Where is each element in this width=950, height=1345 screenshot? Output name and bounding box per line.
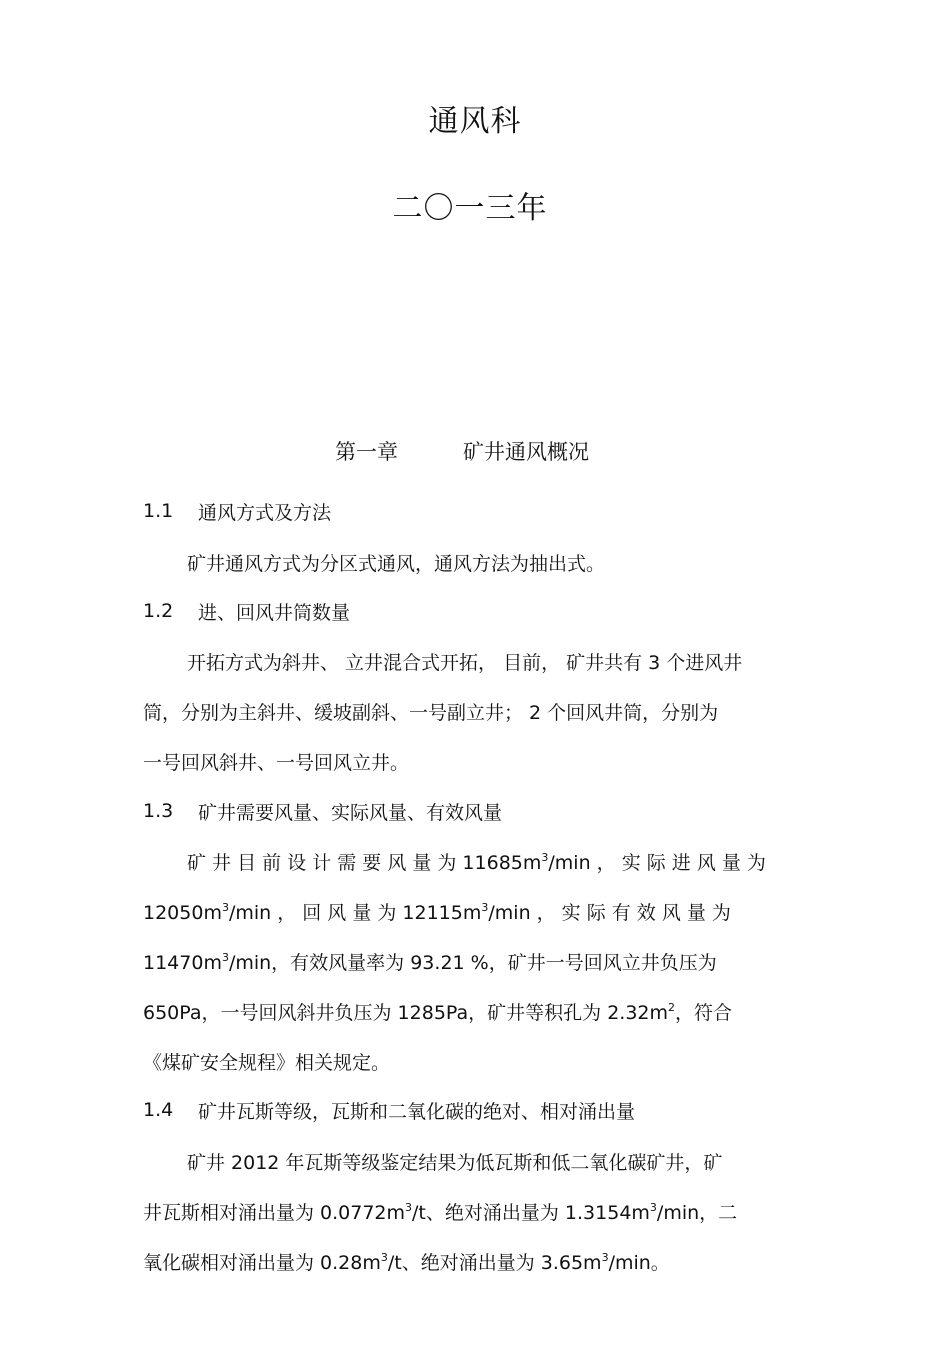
year-title: 二〇一三年 bbox=[392, 191, 548, 226]
text-run: 650Pa，一号回风斜井负压为 1285Pa，矿井等积孔为 2.32m bbox=[143, 1002, 669, 1024]
paragraph-line bbox=[187, 848, 766, 875]
superscript: 3 bbox=[380, 1251, 388, 1264]
section-title: 矿井需要风量、实际风量、有效风量 bbox=[198, 802, 503, 824]
paragraph-line bbox=[143, 1248, 670, 1275]
section-title: 矿井瓦斯等级，瓦斯和二氧化碳的绝对、相对涌出量 bbox=[198, 1101, 636, 1123]
text-run: ，符合 bbox=[675, 1002, 733, 1024]
text-run: 12050m bbox=[143, 902, 222, 924]
text-run: /t、绝对涌出量为 1.3154m bbox=[412, 1202, 650, 1224]
section-title: 进、回风井筒数量 bbox=[198, 602, 351, 624]
section-number: 1.2 bbox=[143, 600, 174, 622]
superscript: 3 bbox=[541, 851, 549, 864]
paragraph-line bbox=[143, 948, 717, 975]
superscript: 2 bbox=[668, 1001, 676, 1014]
text-run: /t、绝对涌出量为 3.65m bbox=[387, 1252, 602, 1274]
section-title: 通风方式及方法 bbox=[198, 502, 332, 524]
superscript: 3 bbox=[481, 901, 489, 914]
section-number: 1.3 bbox=[143, 800, 174, 822]
text-run: /min，二 bbox=[656, 1202, 738, 1224]
superscript: 3 bbox=[405, 1201, 413, 1214]
superscript: 3 bbox=[221, 901, 229, 914]
paragraph-line: 矿井通风方式为分区式通风，通风方法为抽出式。 bbox=[187, 553, 606, 575]
paragraph-line: 开拓方式为斜井、 立井混合式开拓， 目前， 矿井共有 3 个进风井 bbox=[187, 652, 743, 674]
section-number: 1.1 bbox=[143, 500, 174, 522]
department-title: 通风科 bbox=[428, 104, 522, 139]
paragraph-line bbox=[143, 1198, 737, 1225]
superscript: 3 bbox=[601, 1251, 609, 1264]
text-run: 11470m bbox=[143, 952, 222, 974]
text-run: 矿 井 目 前 设 计 需 要 风 量 为 11685m bbox=[187, 852, 542, 874]
text-run: /min，有效风量率为 93.21 %，矿井一号回风立井负压为 bbox=[228, 952, 717, 974]
text-run: /min ， 实 际 有 效 风 量 为 bbox=[488, 902, 731, 924]
paragraph-line bbox=[143, 898, 731, 925]
superscript: 3 bbox=[649, 1201, 657, 1214]
text-run: 氧化碳相对涌出量为 0.28m bbox=[143, 1252, 381, 1274]
paragraph-line: 筒，分别为主斜井、缓坡副斜、一号副立井； 2 个回风井筒，分别为 bbox=[143, 702, 719, 724]
superscript: 3 bbox=[221, 951, 229, 964]
paragraph-line: 一号回风斜井、一号回风立井。 bbox=[143, 752, 410, 774]
paragraph-line: 矿井 2012 年瓦斯等级鉴定结果为低瓦斯和低二氧化碳矿井，矿 bbox=[187, 1152, 723, 1174]
chapter-title: 矿井通风概况 bbox=[463, 440, 589, 464]
paragraph-line bbox=[143, 998, 732, 1025]
section-number: 1.4 bbox=[143, 1099, 174, 1121]
text-run: /min ， 回 风 量 为 12115m bbox=[228, 902, 482, 924]
text-run: /min ， 实 际 进 风 量 为 bbox=[548, 852, 766, 874]
text-run: /min。 bbox=[608, 1252, 670, 1274]
chapter-number: 第一章 bbox=[335, 440, 398, 464]
text-run: 井瓦斯相对涌出量为 0.0772m bbox=[143, 1202, 406, 1224]
paragraph-line: 《煤矿安全规程》相关规定。 bbox=[143, 1052, 391, 1074]
